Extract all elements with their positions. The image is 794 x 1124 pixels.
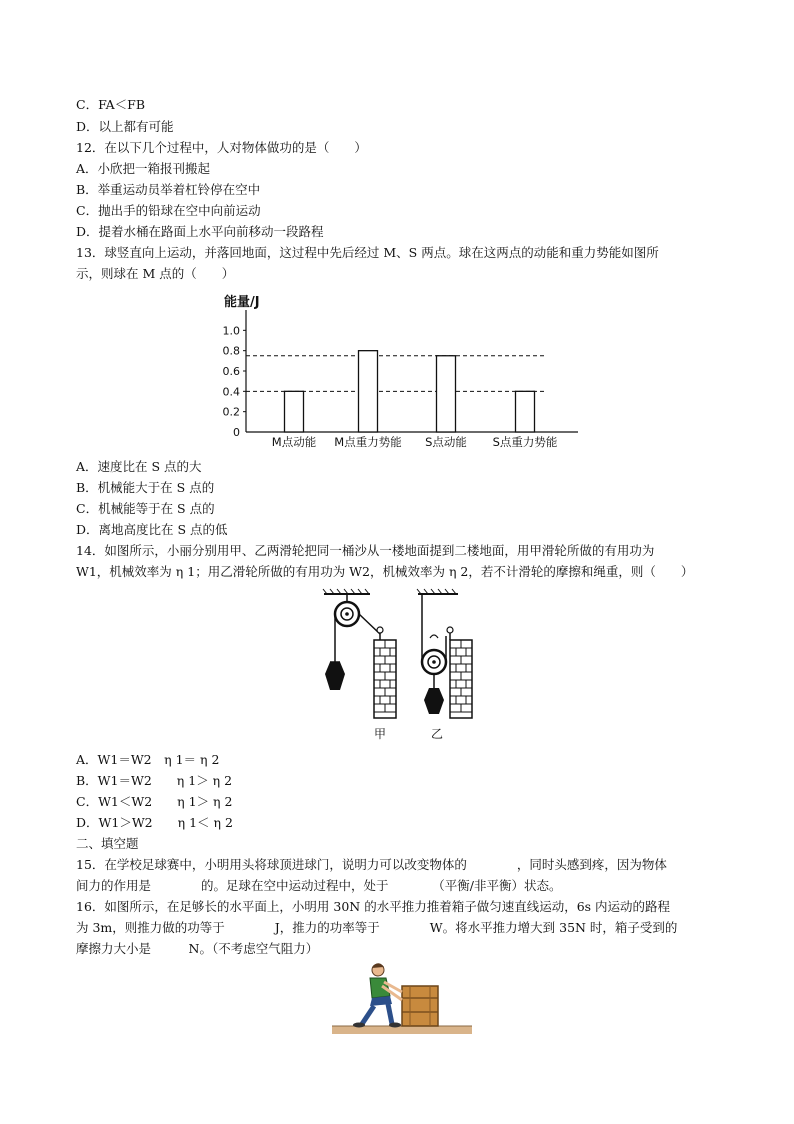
q12-option-c: C．抛出手的铅球在空中向前运动 [76,203,261,218]
wooden-box [402,986,438,1026]
chart-bar [359,351,378,432]
q15-line1: 15．在学校足球赛中，小明用头将球顶进球门，说明力可以改变物体的 ，同时头感到疼，因为物体 [76,857,667,872]
q13-option-d: D．离地高度比在 S 点的低 [76,522,228,537]
ground [332,1026,472,1034]
chart-y-tick-label: 0.4 [222,385,240,399]
q16-line2: 为 3m，则推力做的功等于 J，推力的功率等于 W。将水平推力增大到 35N 时，箱子受到的 [76,920,678,935]
chart-y-label: 能量/J [224,295,260,310]
chart-y-tick-label: 0.2 [222,405,240,419]
chart-x-tick-label: S点重力势能 [492,435,558,449]
q13-option-a: A．速度比在 S 点的大 [76,459,202,474]
pulley-figure [318,588,488,748]
chart-y-tick-label: 1.0 [222,324,240,338]
q13-option-b: B．机械能大于在 S 点的 [76,480,215,495]
q14-stem-line2: W1，机械效率为 η 1；用乙滑轮所做的有用功为 W2，机械效率为 η 2，若不计滑轮的摩擦和绳重，则（ ） [76,564,694,579]
chart-x-tick-label: M点动能 [271,435,317,449]
q12-option-a: A．小欣把一箱报刊搬起 [76,161,211,176]
push-box-illustration [330,960,475,1044]
q12-option-d: D．提着水桶在路面上水平向前移动一段路程 [76,224,324,239]
q16-line1: 16．如图所示，在足够长的水平面上，小明用 30N 的水平推力推着箱子做匀速直线运动，6s 内运动的路程 [76,899,671,914]
q12-stem: 12．在以下几个过程中，人对物体做功的是（ ） [76,140,367,155]
q14-option-d: D．W1＞W2 η 1＜ η 2 [76,815,233,830]
q11-option-c: C．FA＜FB [76,97,146,112]
figure-label-yi: 乙 [431,727,444,741]
q16-line3: 摩擦力大小是 N。（不考虑空气阻力） [76,941,319,956]
section-title-fill-in: 二、填空题 [76,836,139,851]
fixed-pulley-jia [323,589,380,690]
chart-bar [516,391,535,432]
brick-wall-yi [447,627,472,718]
chart-x-tick-label: M点重力势能 [334,435,402,449]
energy-bar-chart [200,290,600,459]
q13-stem-line1: 13．球竖直向上运动，并落回地面，这过程中先后经过 M、S 两点。球在这两点的动能和重力势能如图所 [76,245,659,260]
figure-label-jia: 甲 [374,727,387,741]
q14-option-c: C．W1＜W2 η 1＞ η 2 [76,794,233,809]
q14-option-a: A．W1＝W2 η 1＝ η 2 [76,752,220,767]
q12-option-b: B．举重运动员举着杠铃停在空中 [76,182,261,197]
chart-x-tick-label: S点动能 [425,435,467,449]
chart-y-tick-label: 0.8 [222,344,240,358]
q13-stem-line2: 示，则球在 M 点的（ ） [76,266,235,281]
q11-option-d: D．以上都有可能 [76,119,174,134]
chart-bar [285,391,304,432]
chart-y-tick-label: 0.6 [222,365,240,378]
q14-option-b: B．W1＝W2 η 1＞ η 2 [76,773,233,788]
brick-wall-jia [374,627,396,718]
chart-y-tick-label: 0 [233,426,240,439]
boy-pushing [353,963,402,1027]
q13-option-c: C．机械能等于在 S 点的 [76,501,215,516]
chart-bar [437,356,456,432]
q15-line2: 间力的作用是 的。足球在空中运动过程中，处于 （平衡/非平衡）状态。 [76,878,562,893]
q14-stem-line1: 14．如图所示，小丽分别用甲、乙两滑轮把同一桶沙从一楼地面提到二楼地面，用甲滑轮所做的有用功为 [76,543,655,558]
